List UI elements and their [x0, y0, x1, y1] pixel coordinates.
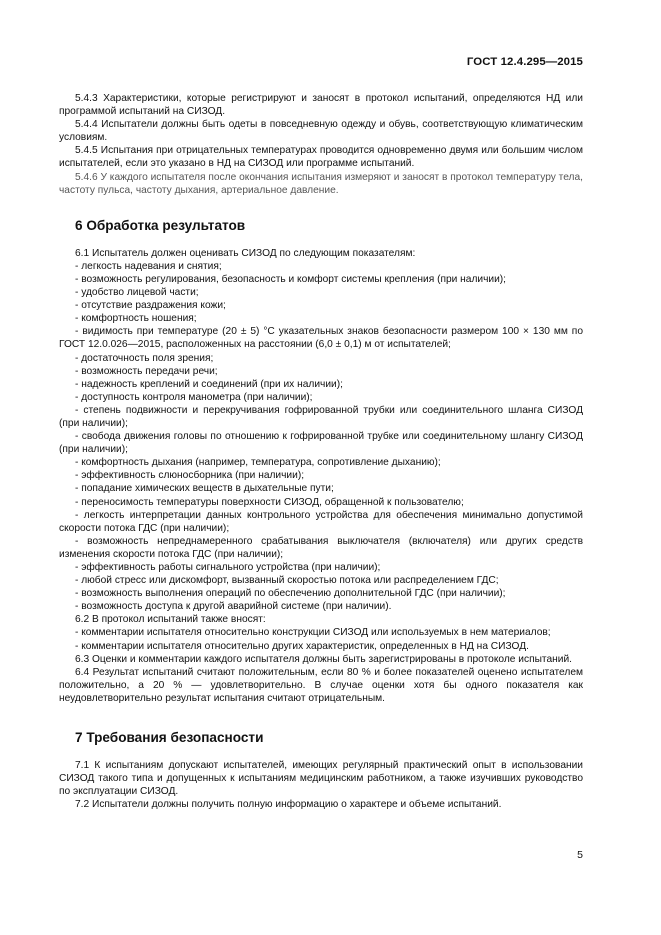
list-item: - комфортность ношения; [75, 313, 197, 325]
list-item: - свобода движения головы по отношению к гофрированной трубке или соединительному шлангу СИЗОД (при наличии); [59, 431, 583, 456]
list-item: - любой стресс или дискомфорт, вызванный скоростью потока или распределением ГДС; [75, 575, 499, 587]
list-item: - возможность доступа к другой аварийной системе (при наличии). [75, 601, 392, 613]
list-item: - удобство лицевой части; [75, 287, 199, 299]
document-body [59, 92, 583, 811]
list-item: - попадание химических веществ в дыхательные пути; [75, 483, 334, 495]
paragraph-6-3: 6.3 Оценки и комментарии каждого испытателя должны быть зарегистрированы в протоколе испытаний. [75, 653, 572, 665]
list-item: - отсутствие раздражения кожи; [75, 300, 226, 312]
list-item: - видимость при температуре (20 ± 5) °С указательных знаков безопасности размером 100 × 130 мм по ГОСТ 12.0.026—2015, расположенных на расстоянии (6,0 ± 0,1) м от испытателей; [59, 326, 583, 351]
list-item: - эффективность работы сигнального устройства (при наличии); [75, 562, 381, 573]
list-item: - степень подвижности и перекручивания гофрированной трубки или соединительного шланга СИЗОД (при наличии); [59, 404, 583, 429]
paragraph-6-4: 6.4 Результат испытаний считают положительным, если 80 % и более показателей оценено испытателем положительно, а 20 % — удовлетворительно. В случае оценки хотя бы одного показателя как неудовлетворительно результат испытания считают отрицательным. [59, 666, 583, 704]
section-7-title: 7 Требования безопасности [75, 730, 264, 746]
list-item: - возможность выполнения операций по обеспечению дополнительной ГДС (при наличии); [75, 588, 506, 600]
list-item: - возможность передачи речи; [75, 365, 218, 377]
criteria-list [59, 260, 583, 614]
list-item: - переносимость температуры поверхности СИЗОД, обращенной к пользователю; [75, 496, 464, 508]
list-item: - комментарии испытателя относительно других характеристик, определенных в НД на СИЗОД. [75, 640, 529, 652]
list-item: - возможность непреднамеренного срабатывания выключателя (включателя) или других средств изменения скорости потока ГДС (при наличии); [59, 535, 583, 560]
list-item: - доступность контроля манометра (при наличии); [75, 391, 313, 403]
list-item: - возможность регулирования, безопасность и комфорт системы крепления (при наличии); [75, 273, 507, 285]
paragraph-7-1: 7.1 К испытаниям допускают испытателей, имеющих регулярный практический опыт в использовании СИЗОД такого типа и допущенных к испытаниям медицинским работником, а также изучивших руководство по эксплуатации СИЗОД. [59, 760, 583, 798]
list-item: - комфортность дыхания (например, температура, сопротивление дыханию); [75, 457, 441, 469]
list-item: - достаточность поля зрения; [75, 352, 214, 364]
paragraph-5-4-5: 5.4.5 Испытания при отрицательных температурах проводится одновременно двумя или большим числом испытателей, если это указано в НД на СИЗОД или программе испытаний. [59, 145, 583, 170]
list-item: - эффективность слюносборника (при наличии); [75, 470, 305, 482]
standard-header: ГОСТ 12.4.295—2015 [466, 56, 583, 68]
page-number: 5 [577, 849, 583, 861]
list-item: - надежность креплений и соединений (при их наличии); [75, 378, 343, 390]
paragraph-5-4-3: 5.4.3 Характеристики, которые регистрируют и заносят в протокол испытаний, определяются НД или программой испытаний на СИЗОД. [59, 93, 583, 118]
section-6-title: 6 Обработка результатов [75, 217, 246, 233]
list-item: - комментарии испытателя относительно конструкции СИЗОД или используемых в нем материалов; [75, 627, 551, 639]
paragraph-5-4-6: 5.4.6 У каждого испытателя после окончания испытания измеряют и заносят в протокол температуру тела, частоту пульса, частоту дыхания, артериальное давление. [59, 171, 583, 196]
list-item: - легкость надевания и снятия; [75, 260, 222, 272]
paragraph-7-2: 7.2 Испытатели должны получить полную информацию о характере и объеме испытаний. [75, 799, 502, 811]
list-item: - легкость интерпретации данных контрольного устройства для обеспечения минимально допустимой скорости потока ГДС (при наличии); [59, 509, 583, 534]
paragraph-5-4-4: 5.4.4 Испытатели должны быть одеты в повседневную одежду и обувь, соответствующую климатическим условиям. [59, 119, 583, 144]
paragraph-6-1: 6.1 Испытатель должен оценивать СИЗОД по следующим показателям: [75, 247, 416, 259]
paragraph-6-2: 6.2 В протокол испытаний также вносят: [75, 614, 266, 626]
